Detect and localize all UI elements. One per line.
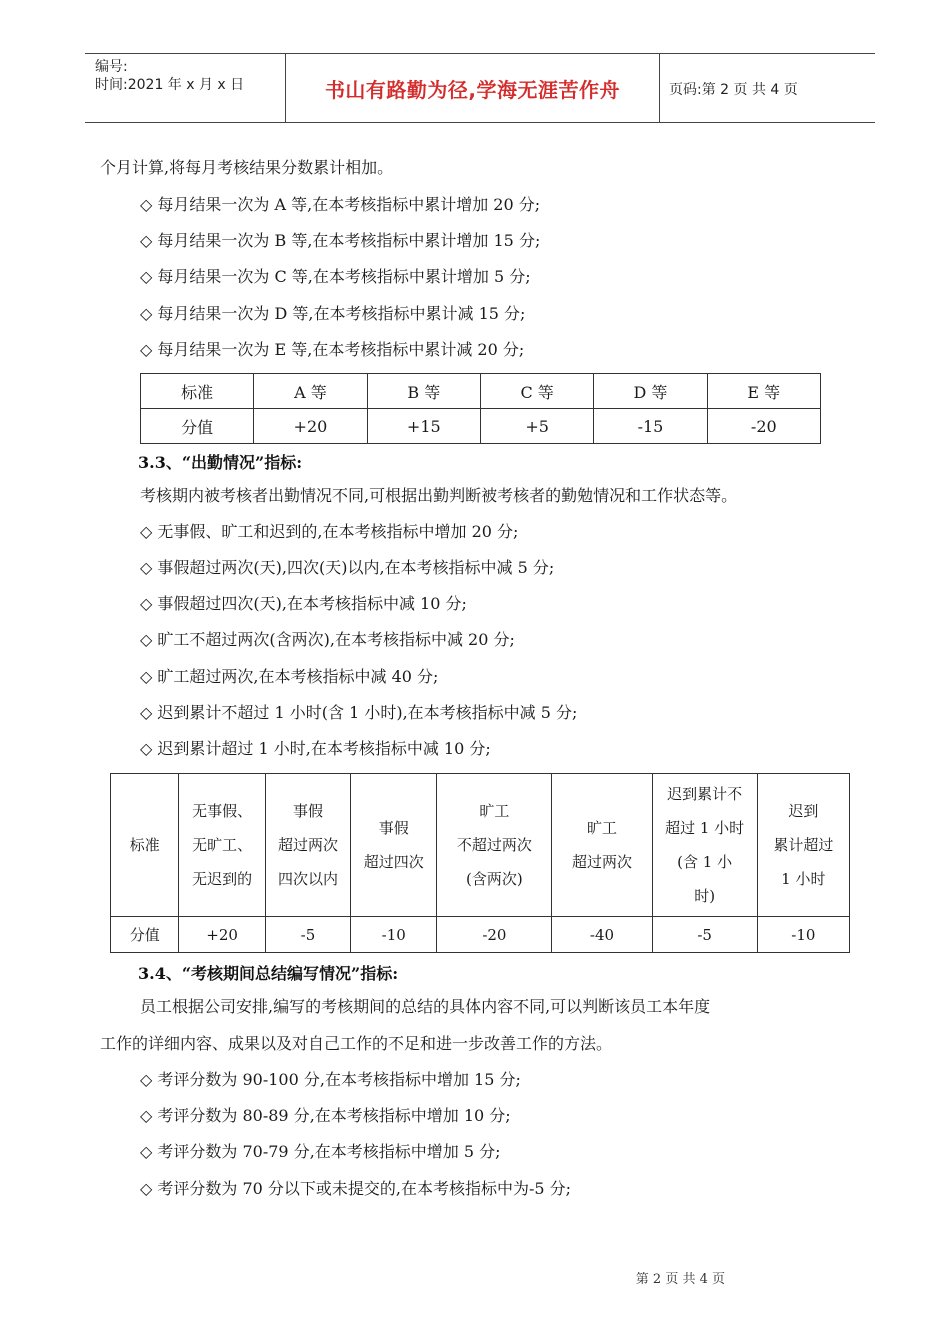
section-description: 考核期内被考核者出勤情况不同,可根据出勤判断被考核者的勤勉情况和工作状态等。: [140, 486, 738, 505]
table-cell: B 等: [367, 374, 480, 409]
attendance-bullet: ◇ 迟到累计超过 1 小时,在本考核指标中减 10 分;: [140, 739, 491, 758]
section-description: 员工根据公司安排,编写的考核期间的总结的具体内容不同,可以判断该员工本年度: [140, 997, 711, 1016]
table-cell: +20: [179, 917, 265, 953]
section-description: 工作的详细内容、成果以及对自己工作的不足和进一步改善工作的方法。: [100, 1034, 613, 1053]
cell-line: 事假: [378, 819, 409, 837]
header-number: 编号:: [95, 59, 128, 75]
cell-line: (含 1 小: [677, 853, 733, 871]
attendance-bullet: ◇ 旷工不超过两次(含两次),在本考核指标中减 20 分;: [140, 630, 515, 649]
table-cell: -40: [552, 917, 652, 953]
summary-bullet: ◇ 考评分数为 80-89 分,在本考核指标中增加 10 分;: [140, 1106, 511, 1125]
grade-bullet: ◇ 每月结果一次为 D 等,在本考核指标中累计减 15 分;: [140, 304, 526, 323]
table-cell: [552, 774, 652, 917]
summary-bullet: ◇ 考评分数为 90-100 分,在本考核指标中增加 15 分;: [140, 1070, 521, 1089]
table-cell: -5: [652, 917, 757, 953]
header-meta: [95, 58, 244, 94]
grade-bullet: ◇ 每月结果一次为 A 等,在本考核指标中累计增加 20 分;: [140, 195, 541, 214]
cell-line: 迟到: [788, 802, 819, 820]
table-cell: -10: [757, 917, 849, 953]
page-footer: [0, 1268, 950, 1287]
grade-bullet: ◇ 每月结果一次为 E 等,在本考核指标中累计减 20 分;: [140, 340, 525, 359]
table-cell: [757, 774, 849, 917]
attendance-table: [110, 773, 850, 953]
header-page-number: 页码:第 2 页 共 4 页: [669, 82, 798, 98]
cell-line: 时): [694, 887, 716, 905]
table-cell: [179, 774, 265, 917]
table-cell: +20: [254, 409, 367, 444]
page-header: [85, 53, 875, 123]
header-motto: 书山有路勤为径,学海无涯苦作舟: [324, 78, 621, 102]
cell-line: 迟到累计不: [667, 785, 743, 803]
attendance-bullet: ◇ 迟到累计不超过 1 小时(含 1 小时),在本考核指标中减 5 分;: [140, 703, 578, 722]
table-cell: [437, 774, 552, 917]
cell-line: 无事假、: [192, 802, 253, 820]
cell-line: 标准: [129, 836, 160, 854]
attendance-bullet: ◇ 旷工超过两次,在本考核指标中减 40 分;: [140, 667, 439, 686]
table-cell: -10: [351, 917, 437, 953]
intro-line: 个月计算,将每月考核结果分数累计相加。: [100, 158, 394, 177]
table-row: [111, 917, 850, 953]
cell-line: 不超过两次: [456, 836, 532, 854]
table-cell: [265, 774, 350, 917]
table-cell: 分值: [111, 917, 179, 953]
table-cell: D 等: [594, 374, 707, 409]
table-row: [141, 374, 821, 409]
attendance-bullet: ◇ 事假超过两次(天),四次(天)以内,在本考核指标中减 5 分;: [140, 558, 555, 577]
summary-bullet: ◇ 考评分数为 70-79 分,在本考核指标中增加 5 分;: [140, 1142, 501, 1161]
grade-table: [140, 373, 821, 444]
table-cell: [351, 774, 437, 917]
table-cell: C 等: [481, 374, 594, 409]
cell-line: 无迟到的: [192, 870, 253, 888]
table-cell: -20: [437, 917, 552, 953]
cell-line: 事假: [292, 802, 323, 820]
table-row: [111, 774, 850, 917]
table-cell: -20: [707, 409, 820, 444]
grade-bullet: ◇ 每月结果一次为 B 等,在本考核指标中累计增加 15 分;: [140, 231, 541, 250]
table-cell: +15: [367, 409, 480, 444]
cell-line: 旷工: [586, 819, 617, 837]
section-heading: 3.4、“考核期间总结编写情况”指标:: [138, 964, 399, 983]
attendance-bullet: ◇ 无事假、旷工和迟到的,在本考核指标中增加 20 分;: [140, 522, 519, 541]
table-cell: A 等: [254, 374, 367, 409]
cell-line: 超过四次: [363, 853, 424, 871]
cell-line: 超过两次: [571, 853, 632, 871]
cell-line: 累计超过: [773, 836, 834, 854]
cell-line: 超过两次: [277, 836, 338, 854]
cell-line: 无旷工、: [192, 836, 253, 854]
table-cell: -5: [265, 917, 350, 953]
table-cell: [652, 774, 757, 917]
attendance-bullet: ◇ 事假超过四次(天),在本考核指标中减 10 分;: [140, 594, 467, 613]
table-cell: -15: [594, 409, 707, 444]
cell-line: 四次以内: [277, 870, 338, 888]
table-cell: 分值: [141, 409, 254, 444]
table-cell: [111, 774, 179, 917]
header-time: 时间:2021 年 x 月 x 日: [95, 77, 245, 93]
cell-line: 超过 1 小时: [665, 819, 745, 837]
cell-line: 1 小时: [781, 870, 826, 888]
cell-line: (含两次): [466, 870, 523, 888]
table-row: [141, 409, 821, 444]
table-cell: +5: [481, 409, 594, 444]
footer-page-number: 第 2 页 共 4 页: [635, 1272, 725, 1287]
grade-bullet: ◇ 每月结果一次为 C 等,在本考核指标中累计增加 5 分;: [140, 267, 531, 286]
section-heading: 3.3、“出勤情况”指标:: [138, 453, 303, 472]
summary-bullet: ◇ 考评分数为 70 分以下或未提交的,在本考核指标中为-5 分;: [140, 1179, 572, 1198]
cell-line: 旷工: [479, 802, 510, 820]
header-divider: [659, 54, 660, 122]
table-cell: 标准: [141, 374, 254, 409]
table-cell: E 等: [707, 374, 820, 409]
